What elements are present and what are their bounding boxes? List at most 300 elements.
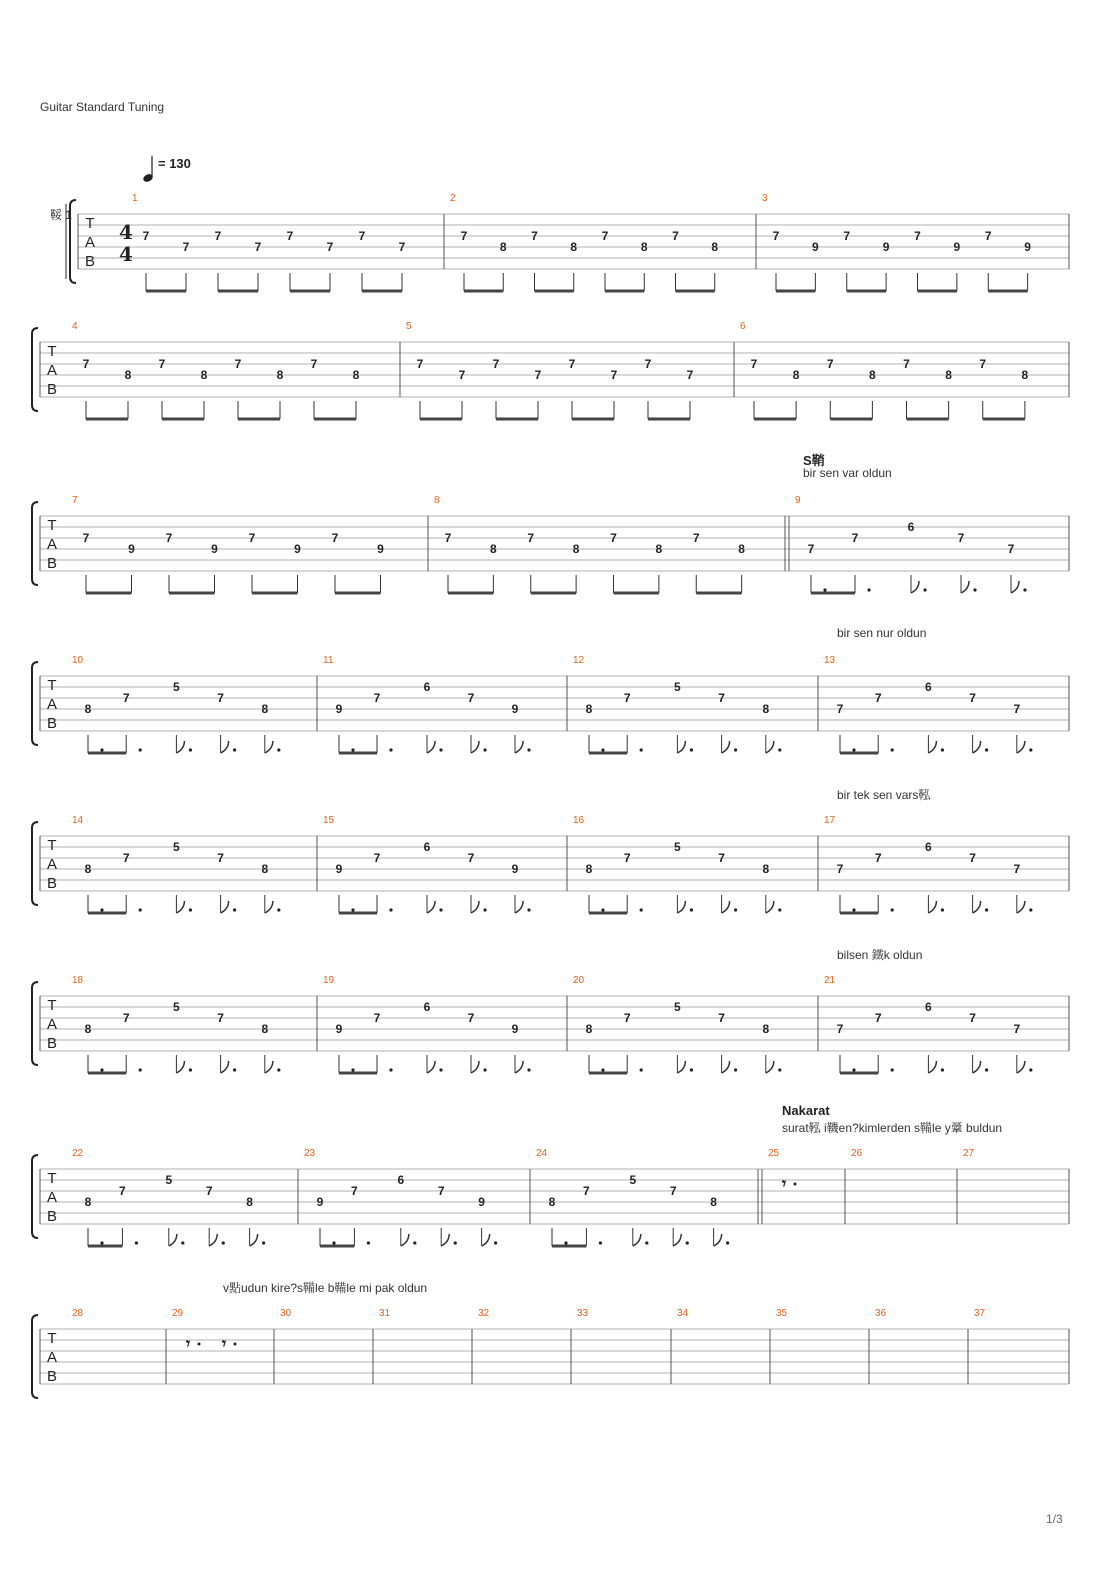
fret-number: 7 bbox=[531, 229, 538, 243]
dot bbox=[1029, 908, 1032, 911]
dot bbox=[640, 748, 643, 751]
fret-number: 7 bbox=[182, 240, 190, 254]
fret-number: 7 bbox=[692, 531, 700, 545]
fret-number: 7 bbox=[851, 531, 859, 545]
dot bbox=[891, 1068, 894, 1071]
lyric-line: bir sen var oldun bbox=[803, 466, 892, 480]
fret-number: 8 bbox=[124, 368, 132, 382]
note-flag bbox=[766, 901, 774, 913]
dot bbox=[139, 1068, 142, 1071]
clef-letter: B bbox=[84, 253, 96, 270]
note-flag bbox=[973, 1061, 981, 1073]
lyric-line: bir sen nur oldun bbox=[837, 626, 927, 640]
measure-number: 16 bbox=[573, 815, 585, 826]
dot bbox=[233, 908, 236, 911]
track-label: 鞖 1 bbox=[50, 208, 73, 222]
fret-number: 8 bbox=[261, 1022, 269, 1036]
fret-number: 7 bbox=[601, 229, 609, 243]
dot bbox=[277, 908, 280, 911]
dot bbox=[222, 1241, 225, 1244]
measure-number: 6 bbox=[740, 321, 746, 332]
fret-number: 7 bbox=[286, 229, 294, 243]
dot bbox=[351, 1068, 354, 1071]
tuning-label: Guitar Standard Tuning bbox=[40, 100, 165, 114]
fret-number: 7 bbox=[957, 531, 965, 545]
dot bbox=[734, 1068, 737, 1071]
dot bbox=[527, 908, 530, 911]
fret-number: 8 bbox=[710, 1195, 717, 1209]
dot bbox=[823, 588, 826, 591]
fret-number: 7 bbox=[718, 851, 725, 865]
fret-number: 7 bbox=[1013, 862, 1021, 876]
fret-number: 7 bbox=[610, 368, 618, 382]
fret-number: 7 bbox=[969, 1011, 976, 1025]
fret-number: 7 bbox=[979, 357, 987, 371]
fret-number: 7 bbox=[467, 851, 475, 865]
fret-number: 8 bbox=[499, 240, 507, 254]
measure-number: 37 bbox=[974, 1308, 986, 1319]
clef-letter: A bbox=[84, 234, 96, 251]
note-flag bbox=[677, 901, 685, 913]
fret-number: 7 bbox=[165, 531, 173, 545]
fret-number: 7 bbox=[205, 1184, 213, 1198]
measure-number: 26 bbox=[851, 1148, 863, 1159]
fret-number: 7 bbox=[623, 691, 631, 705]
note-flag bbox=[221, 1061, 229, 1073]
fret-number: 7 bbox=[122, 851, 130, 865]
fret-number: 9 bbox=[316, 1195, 324, 1209]
time-signature-bottom: 4 bbox=[119, 242, 133, 266]
fret-number: 7 bbox=[772, 229, 780, 243]
measure-number: 15 bbox=[323, 815, 335, 826]
measure-number: 8 bbox=[434, 495, 440, 506]
fret-number: 6 bbox=[907, 520, 915, 534]
fret-number: 7 bbox=[874, 1011, 882, 1025]
dot bbox=[367, 1241, 370, 1244]
fret-number: 5 bbox=[674, 1000, 681, 1014]
dot bbox=[564, 1241, 567, 1244]
system-bracket bbox=[32, 662, 38, 745]
note-flag bbox=[427, 1061, 435, 1073]
fret-number: 7 bbox=[119, 1184, 126, 1198]
dot bbox=[690, 1068, 693, 1071]
fret-number: 8 bbox=[1021, 368, 1029, 382]
fret-number: 7 bbox=[836, 702, 844, 716]
fret-number: 8 bbox=[762, 702, 770, 716]
note-flag bbox=[673, 1234, 681, 1246]
measure-number: 22 bbox=[72, 1148, 84, 1159]
fret-number: 9 bbox=[511, 862, 519, 876]
fret-number: 7 bbox=[467, 1011, 475, 1025]
measure-number: 21 bbox=[824, 975, 836, 986]
fret-number: 7 bbox=[460, 229, 468, 243]
fret-number: 7 bbox=[331, 531, 339, 545]
dot bbox=[100, 748, 103, 751]
dot bbox=[351, 748, 354, 751]
fret-number: 7 bbox=[718, 1011, 725, 1025]
note-flag bbox=[714, 1234, 722, 1246]
dot bbox=[734, 748, 737, 751]
dot bbox=[439, 1068, 442, 1071]
note-flag bbox=[471, 741, 479, 753]
clef-letter: B bbox=[46, 1035, 58, 1052]
dot bbox=[234, 1343, 237, 1346]
page-number: 1/3 bbox=[1046, 1512, 1063, 1526]
dot bbox=[332, 1241, 335, 1244]
dot bbox=[891, 908, 894, 911]
dot bbox=[233, 1068, 236, 1071]
fret-number: 7 bbox=[914, 229, 921, 243]
measure-number: 34 bbox=[677, 1308, 689, 1319]
clef-letter: B bbox=[46, 875, 58, 892]
dot bbox=[601, 748, 604, 751]
fret-number: 6 bbox=[925, 680, 932, 694]
fret-number: 8 bbox=[570, 240, 578, 254]
dot bbox=[277, 748, 280, 751]
fret-number: 7 bbox=[437, 1184, 445, 1198]
note-flag bbox=[441, 1234, 449, 1246]
fret-number: 8 bbox=[84, 702, 92, 716]
fret-number: 7 bbox=[122, 691, 130, 705]
fret-number: 8 bbox=[792, 368, 800, 382]
clef-letter: T bbox=[47, 343, 57, 360]
dot bbox=[454, 1241, 457, 1244]
fret-number: 8 bbox=[84, 1022, 92, 1036]
note-flag bbox=[176, 901, 184, 913]
fret-number: 6 bbox=[423, 840, 431, 854]
fret-number: 7 bbox=[750, 357, 758, 371]
note-flag bbox=[265, 1061, 273, 1073]
dot bbox=[601, 908, 604, 911]
fret-number: 7 bbox=[1013, 1022, 1021, 1036]
dot bbox=[778, 908, 781, 911]
note-flag bbox=[1017, 1061, 1025, 1073]
measure-number: 36 bbox=[875, 1308, 887, 1319]
dot bbox=[852, 1068, 855, 1071]
dot bbox=[941, 1068, 944, 1071]
fret-number: 8 bbox=[276, 368, 284, 382]
dot bbox=[139, 908, 142, 911]
fret-number: 7 bbox=[458, 368, 466, 382]
dot bbox=[690, 748, 693, 751]
clef-letter: T bbox=[47, 517, 57, 534]
clef-letter: T bbox=[47, 1170, 57, 1187]
system-bracket bbox=[70, 200, 76, 283]
fret-number: 9 bbox=[294, 542, 301, 556]
dot bbox=[181, 1241, 184, 1244]
clef-letter: T bbox=[47, 997, 57, 1014]
note-flag bbox=[176, 1061, 184, 1073]
measure-number: 35 bbox=[776, 1308, 788, 1319]
measure-number: 28 bbox=[72, 1308, 84, 1319]
fret-number: 7 bbox=[984, 229, 992, 243]
measure-number: 19 bbox=[323, 975, 335, 986]
measure-number: 14 bbox=[72, 815, 84, 826]
fret-number: 8 bbox=[200, 368, 208, 382]
dot bbox=[941, 908, 944, 911]
fret-number: 7 bbox=[969, 691, 976, 705]
system-bracket bbox=[32, 982, 38, 1065]
dot bbox=[734, 908, 737, 911]
measure-number: 12 bbox=[573, 655, 585, 666]
dot bbox=[599, 1241, 602, 1244]
clef-letter: T bbox=[47, 837, 57, 854]
fret-number: 7 bbox=[903, 357, 910, 371]
fret-number: 7 bbox=[373, 691, 381, 705]
note-flag bbox=[928, 1061, 936, 1073]
fret-number: 9 bbox=[511, 1022, 519, 1036]
measure-number: 3 bbox=[762, 193, 768, 204]
fret-number: 6 bbox=[397, 1173, 405, 1187]
fret-number: 7 bbox=[158, 357, 166, 371]
dot bbox=[867, 588, 870, 591]
note-flag bbox=[265, 741, 273, 753]
fret-number: 5 bbox=[165, 1173, 173, 1187]
dot bbox=[189, 748, 192, 751]
fret-number: 9 bbox=[335, 1022, 343, 1036]
measure-number: 31 bbox=[379, 1308, 391, 1319]
fret-number: 7 bbox=[669, 1184, 677, 1198]
fret-number: 7 bbox=[217, 691, 224, 705]
fret-number: 8 bbox=[261, 862, 269, 876]
fret-number: 9 bbox=[335, 862, 343, 876]
clef-letter: A bbox=[46, 362, 58, 379]
fret-number: 7 bbox=[373, 1011, 381, 1025]
clef-letter: A bbox=[46, 1349, 58, 1366]
measure-number: 11 bbox=[323, 655, 334, 666]
note-flag bbox=[515, 741, 523, 753]
fret-number: 5 bbox=[173, 680, 180, 694]
fret-number: 7 bbox=[122, 1011, 130, 1025]
dot bbox=[389, 908, 392, 911]
fret-number: 7 bbox=[351, 1184, 358, 1198]
note-flag bbox=[961, 581, 969, 593]
time-signature-top: 4 bbox=[119, 220, 133, 244]
note-flag bbox=[209, 1234, 217, 1246]
section-label-verse: S鞘 bbox=[803, 453, 825, 468]
fret-number: 8 bbox=[585, 702, 593, 716]
note-flag bbox=[471, 901, 479, 913]
fret-number: 9 bbox=[377, 542, 384, 556]
fret-number: 7 bbox=[826, 357, 834, 371]
dot bbox=[923, 588, 926, 591]
measure-number: 25 bbox=[768, 1148, 780, 1159]
measure-number: 20 bbox=[573, 975, 585, 986]
dot bbox=[351, 908, 354, 911]
fret-number: 8 bbox=[655, 542, 663, 556]
measure-number: 24 bbox=[536, 1148, 548, 1159]
fret-number: 7 bbox=[416, 357, 424, 371]
note-flag bbox=[722, 741, 730, 753]
clef-letter: B bbox=[46, 555, 58, 572]
dot bbox=[494, 1241, 497, 1244]
note-flag bbox=[427, 901, 435, 913]
system-bracket bbox=[32, 822, 38, 905]
dot bbox=[985, 1068, 988, 1071]
dot bbox=[483, 748, 486, 751]
fret-number: 8 bbox=[945, 368, 952, 382]
fret-number: 5 bbox=[674, 680, 681, 694]
fret-number: 7 bbox=[874, 691, 882, 705]
fret-number: 7 bbox=[534, 368, 542, 382]
fret-number: 7 bbox=[217, 851, 224, 865]
fret-number: 8 bbox=[261, 702, 269, 716]
dot bbox=[1029, 748, 1032, 751]
measure-number: 17 bbox=[824, 815, 836, 826]
note-flag bbox=[169, 1234, 177, 1246]
dot bbox=[1023, 588, 1026, 591]
note-flag bbox=[677, 1061, 685, 1073]
fret-number: 7 bbox=[568, 357, 576, 371]
fret-number: 7 bbox=[234, 357, 242, 371]
measure-number: 10 bbox=[72, 655, 84, 666]
fret-number: 8 bbox=[738, 542, 745, 556]
fret-number: 7 bbox=[644, 357, 652, 371]
clef-letter: A bbox=[46, 856, 58, 873]
fret-number: 7 bbox=[398, 240, 406, 254]
dot bbox=[100, 908, 103, 911]
tempo-marking: = 130 bbox=[158, 156, 191, 171]
fret-number: 7 bbox=[248, 531, 256, 545]
fret-number: 7 bbox=[874, 851, 882, 865]
note-flag bbox=[427, 741, 435, 753]
dot bbox=[139, 748, 142, 751]
fret-number: 8 bbox=[585, 862, 593, 876]
system-bracket bbox=[32, 1315, 38, 1398]
fret-number: 6 bbox=[925, 1000, 932, 1014]
fret-number: 7 bbox=[492, 357, 500, 371]
lyric-line: v點udun kire?s鞴le b鞴le mi pak oldun bbox=[223, 1281, 428, 1295]
clef-letter: A bbox=[46, 696, 58, 713]
fret-number: 8 bbox=[84, 862, 92, 876]
fret-number: 7 bbox=[467, 691, 475, 705]
note-flag bbox=[766, 1061, 774, 1073]
fret-number: 6 bbox=[423, 1000, 431, 1014]
dot bbox=[640, 908, 643, 911]
clef-letter: A bbox=[46, 1016, 58, 1033]
fret-number: 7 bbox=[214, 229, 222, 243]
dot bbox=[233, 748, 236, 751]
note-flag bbox=[677, 741, 685, 753]
fret-number: 5 bbox=[674, 840, 681, 854]
clef-letter: B bbox=[46, 715, 58, 732]
lyric-line: bir tek sen vars鞃 bbox=[837, 788, 931, 802]
dot bbox=[852, 908, 855, 911]
dot bbox=[389, 1068, 392, 1071]
fret-number: 8 bbox=[762, 862, 770, 876]
measure-number: 30 bbox=[280, 1308, 292, 1319]
fret-number: 8 bbox=[572, 542, 580, 556]
measure-number: 9 bbox=[795, 495, 801, 506]
dot bbox=[686, 1241, 689, 1244]
fret-number: 5 bbox=[173, 1000, 180, 1014]
fret-number: 7 bbox=[1007, 542, 1015, 556]
fret-number: 9 bbox=[882, 240, 890, 254]
dot bbox=[277, 1068, 280, 1071]
eighth-rest: 𝄾 bbox=[781, 1174, 787, 1193]
note-flag bbox=[471, 1061, 479, 1073]
dot bbox=[100, 1241, 103, 1244]
fret-number: 9 bbox=[511, 702, 519, 716]
dot bbox=[189, 908, 192, 911]
fret-number: 9 bbox=[211, 542, 218, 556]
dot bbox=[891, 748, 894, 751]
fret-number: 7 bbox=[373, 851, 381, 865]
note-flag bbox=[250, 1234, 258, 1246]
section-label-chorus: Nakarat bbox=[782, 1103, 830, 1118]
fret-number: 6 bbox=[925, 840, 932, 854]
fret-number: 7 bbox=[686, 368, 694, 382]
fret-number: 7 bbox=[718, 691, 725, 705]
dot bbox=[985, 748, 988, 751]
note-flag bbox=[911, 581, 919, 593]
note-flag bbox=[766, 741, 774, 753]
fret-number: 7 bbox=[969, 851, 976, 865]
clef-letter: T bbox=[47, 1330, 57, 1347]
fret-number: 9 bbox=[335, 702, 343, 716]
clef-letter: B bbox=[46, 1368, 58, 1385]
fret-number: 7 bbox=[358, 229, 366, 243]
measure-number: 7 bbox=[72, 495, 78, 506]
note-flag bbox=[633, 1234, 641, 1246]
note-flag bbox=[221, 901, 229, 913]
dot bbox=[1029, 1068, 1032, 1071]
fret-number: 7 bbox=[843, 229, 851, 243]
dot bbox=[640, 1068, 643, 1071]
note-flag bbox=[722, 1061, 730, 1073]
measure-number: 29 bbox=[172, 1308, 184, 1319]
dot bbox=[645, 1241, 648, 1244]
dot bbox=[601, 1068, 604, 1071]
fret-number: 8 bbox=[352, 368, 360, 382]
note-flag bbox=[515, 901, 523, 913]
fret-number: 8 bbox=[548, 1195, 556, 1209]
note-flag bbox=[1017, 741, 1025, 753]
dot bbox=[690, 908, 693, 911]
dot bbox=[985, 908, 988, 911]
fret-number: 9 bbox=[478, 1195, 485, 1209]
clef-letter: T bbox=[47, 677, 57, 694]
fret-number: 7 bbox=[1013, 702, 1021, 716]
fret-number: 8 bbox=[640, 240, 648, 254]
dot bbox=[262, 1241, 265, 1244]
measure-number: 1 bbox=[132, 193, 138, 204]
fret-number: 7 bbox=[836, 862, 844, 876]
fret-number: 7 bbox=[836, 1022, 844, 1036]
fret-number: 8 bbox=[84, 1195, 92, 1209]
fret-number: 7 bbox=[444, 531, 452, 545]
fret-number: 7 bbox=[623, 1011, 631, 1025]
fret-number: 8 bbox=[869, 368, 876, 382]
measure-number: 2 bbox=[450, 193, 456, 204]
system-bracket bbox=[32, 502, 38, 585]
dot bbox=[100, 1068, 103, 1071]
note-flag bbox=[722, 901, 730, 913]
fret-number: 7 bbox=[82, 531, 90, 545]
note-flag bbox=[973, 741, 981, 753]
clef-letter: T bbox=[85, 215, 95, 232]
measure-number: 32 bbox=[478, 1308, 490, 1319]
fret-number: 7 bbox=[142, 229, 150, 243]
measure-number: 4 bbox=[72, 321, 78, 332]
note-flag bbox=[928, 741, 936, 753]
eighth-rest: 𝄾 bbox=[185, 1334, 191, 1353]
fret-number: 6 bbox=[423, 680, 431, 694]
fret-number: 7 bbox=[82, 357, 90, 371]
clef-letter: A bbox=[46, 536, 58, 553]
dot bbox=[778, 748, 781, 751]
fret-number: 9 bbox=[128, 542, 135, 556]
